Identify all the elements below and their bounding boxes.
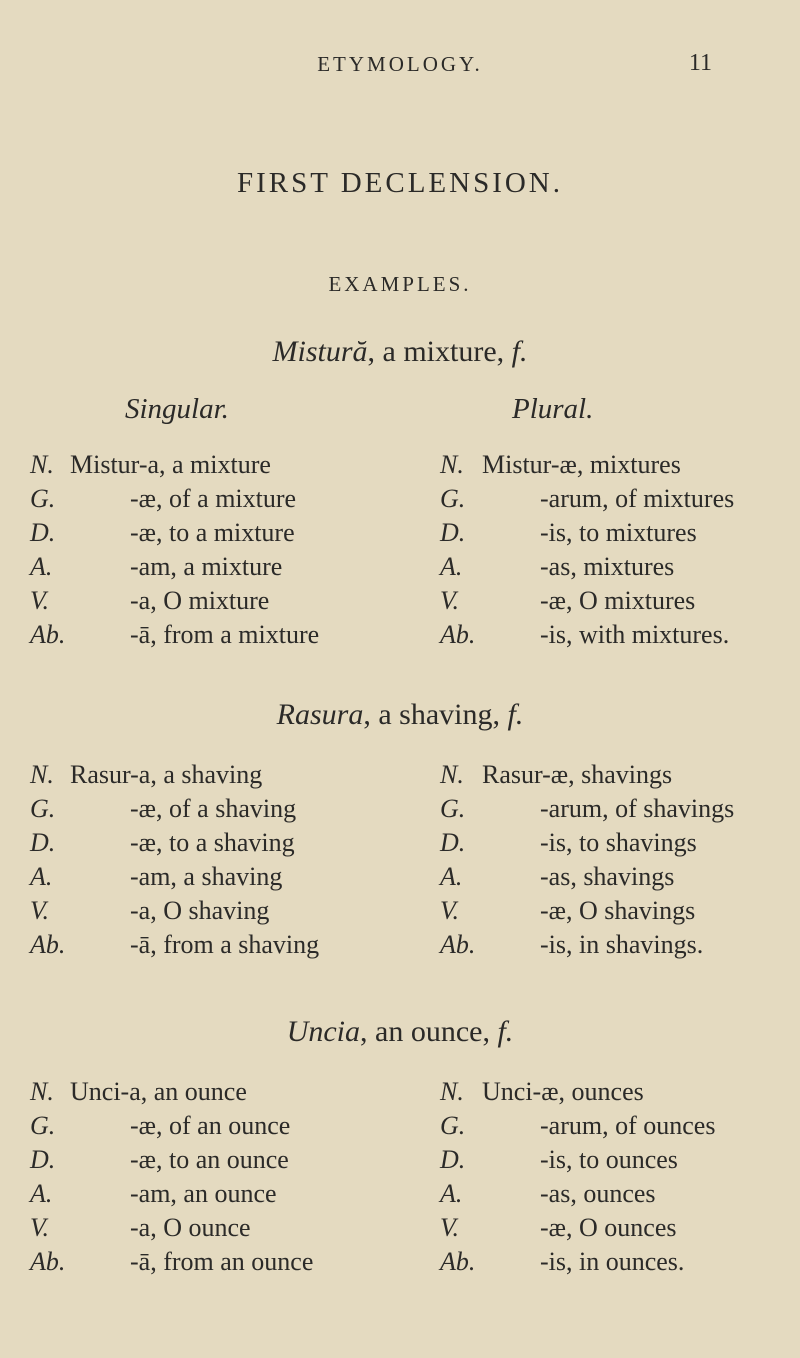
form-singular: Rasur-a, a shaving xyxy=(70,760,263,789)
example-heading xyxy=(0,1015,800,1049)
example-gender: f. xyxy=(507,698,524,731)
example-gloss: , an ounce, xyxy=(360,1015,498,1048)
declension-row xyxy=(0,1077,800,1111)
form-plural: Unci-æ, ounces xyxy=(482,1077,644,1106)
form-plural: -æ, O ounces xyxy=(540,1213,677,1242)
declension-row xyxy=(0,484,800,518)
declension-row xyxy=(0,930,800,964)
case-label-plural: A. xyxy=(440,552,463,581)
form-plural: -æ, O mixtures xyxy=(540,586,696,615)
form-singular: -ā, from a shaving xyxy=(130,930,320,959)
declension-row xyxy=(0,896,800,930)
case-label-plural: G. xyxy=(440,1111,466,1140)
declension-row xyxy=(0,862,800,896)
form-plural: -as, mixtures xyxy=(540,552,675,581)
case-label-plural: Ab. xyxy=(440,620,476,649)
case-label-plural: A. xyxy=(440,1179,463,1208)
declension-row xyxy=(0,518,800,552)
case-label-singular: V. xyxy=(30,586,50,615)
case-label-singular: N. xyxy=(30,760,54,789)
form-singular: -æ, of a shaving xyxy=(130,794,297,823)
case-label-singular: G. xyxy=(30,484,56,513)
case-label-plural: D. xyxy=(440,828,466,857)
declension-row xyxy=(0,620,800,654)
form-singular: Mistur-a, a mixture xyxy=(70,450,271,479)
example-latin-word: Mistură xyxy=(272,335,368,368)
declension-row xyxy=(0,828,800,862)
case-label-plural: N. xyxy=(440,1077,464,1106)
example-gender: f. xyxy=(511,335,528,368)
form-plural: -is, to ounces xyxy=(540,1145,678,1174)
case-label-singular: D. xyxy=(30,828,56,857)
case-label-plural: V. xyxy=(440,896,460,925)
declension-row xyxy=(0,450,800,484)
form-plural: -is, to shavings xyxy=(540,828,697,857)
case-label-plural: Ab. xyxy=(440,930,476,959)
form-plural: -is, in shavings. xyxy=(540,930,704,959)
declension-row xyxy=(0,552,800,586)
form-plural: -is, with mixtures. xyxy=(540,620,730,649)
form-singular: -am, a mixture xyxy=(130,552,283,581)
case-label-singular: Ab. xyxy=(30,930,66,959)
case-label-singular: G. xyxy=(30,1111,56,1140)
case-label-singular: Ab. xyxy=(30,620,66,649)
form-singular: -æ, to an ounce xyxy=(130,1145,289,1174)
form-singular: -æ, to a mixture xyxy=(130,518,295,547)
case-label-plural: D. xyxy=(440,518,466,547)
column-header-plural: Plural. xyxy=(512,393,594,425)
form-singular: -ā, from an ounce xyxy=(130,1247,314,1276)
case-label-singular: A. xyxy=(30,1179,53,1208)
section-subtitle: EXAMPLES. xyxy=(328,272,472,296)
declension-row xyxy=(0,1111,800,1145)
form-plural: -as, shavings xyxy=(540,862,675,891)
form-plural: -arum, of ounces xyxy=(540,1111,716,1140)
example-heading xyxy=(0,335,800,369)
case-label-singular: G. xyxy=(30,794,56,823)
form-singular: -a, O shaving xyxy=(130,896,270,925)
form-plural: Mistur-æ, mixtures xyxy=(482,450,681,479)
form-plural: -æ, O shavings xyxy=(540,896,696,925)
example-heading xyxy=(0,698,800,732)
case-label-singular: N. xyxy=(30,450,54,479)
case-label-plural: A. xyxy=(440,862,463,891)
section-title: FIRST DECLENSION. xyxy=(237,167,563,199)
declension-row xyxy=(0,794,800,828)
case-label-singular: A. xyxy=(30,552,53,581)
declension-row xyxy=(0,760,800,794)
form-singular: -a, O ounce xyxy=(130,1213,251,1242)
form-singular: -am, an ounce xyxy=(130,1179,277,1208)
form-singular: Unci-a, an ounce xyxy=(70,1077,247,1106)
example-latin-word: Rasura xyxy=(276,698,364,731)
form-singular: -a, O mixture xyxy=(130,586,270,615)
case-label-singular: D. xyxy=(30,518,56,547)
case-label-singular: N. xyxy=(30,1077,54,1106)
case-label-singular: V. xyxy=(30,1213,50,1242)
column-header-singular: Singular. xyxy=(125,393,229,425)
form-singular: -am, a shaving xyxy=(130,862,283,891)
example-gender: f. xyxy=(497,1015,514,1048)
form-singular: -æ, of an ounce xyxy=(130,1111,291,1140)
form-singular: -ā, from a mixture xyxy=(130,620,320,649)
case-label-singular: D. xyxy=(30,1145,56,1174)
declension-row xyxy=(0,1213,800,1247)
case-label-plural: G. xyxy=(440,484,466,513)
form-singular: -æ, of a mixture xyxy=(130,484,297,513)
running-head xyxy=(0,52,800,92)
case-label-singular: A. xyxy=(30,862,53,891)
example-latin-word: Uncia xyxy=(286,1015,361,1048)
case-label-plural: N. xyxy=(440,760,464,789)
running-title: ETYMOLOGY. xyxy=(317,52,483,76)
declension-row xyxy=(0,1247,800,1281)
form-singular: -æ, to a shaving xyxy=(130,828,295,857)
page-number: 11 xyxy=(688,50,712,76)
declension-row xyxy=(0,1179,800,1213)
case-label-plural: G. xyxy=(440,794,466,823)
case-label-plural: V. xyxy=(440,586,460,615)
example-gloss: , a mixture, xyxy=(367,335,512,368)
case-label-plural: Ab. xyxy=(440,1247,476,1276)
case-label-singular: V. xyxy=(30,896,50,925)
declension-row xyxy=(0,1145,800,1179)
form-plural: -as, ounces xyxy=(540,1179,656,1208)
form-plural: Rasur-æ, shavings xyxy=(482,760,673,789)
case-label-plural: D. xyxy=(440,1145,466,1174)
case-label-singular: Ab. xyxy=(30,1247,66,1276)
form-plural: -arum, of mixtures xyxy=(540,484,735,513)
form-plural: -is, to mixtures xyxy=(540,518,697,547)
case-label-plural: V. xyxy=(440,1213,460,1242)
case-label-plural: N. xyxy=(440,450,464,479)
form-plural: -is, in ounces. xyxy=(540,1247,685,1276)
form-plural: -arum, of shavings xyxy=(540,794,735,823)
example-gloss: , a shaving, xyxy=(363,698,508,731)
declension-row xyxy=(0,586,800,620)
